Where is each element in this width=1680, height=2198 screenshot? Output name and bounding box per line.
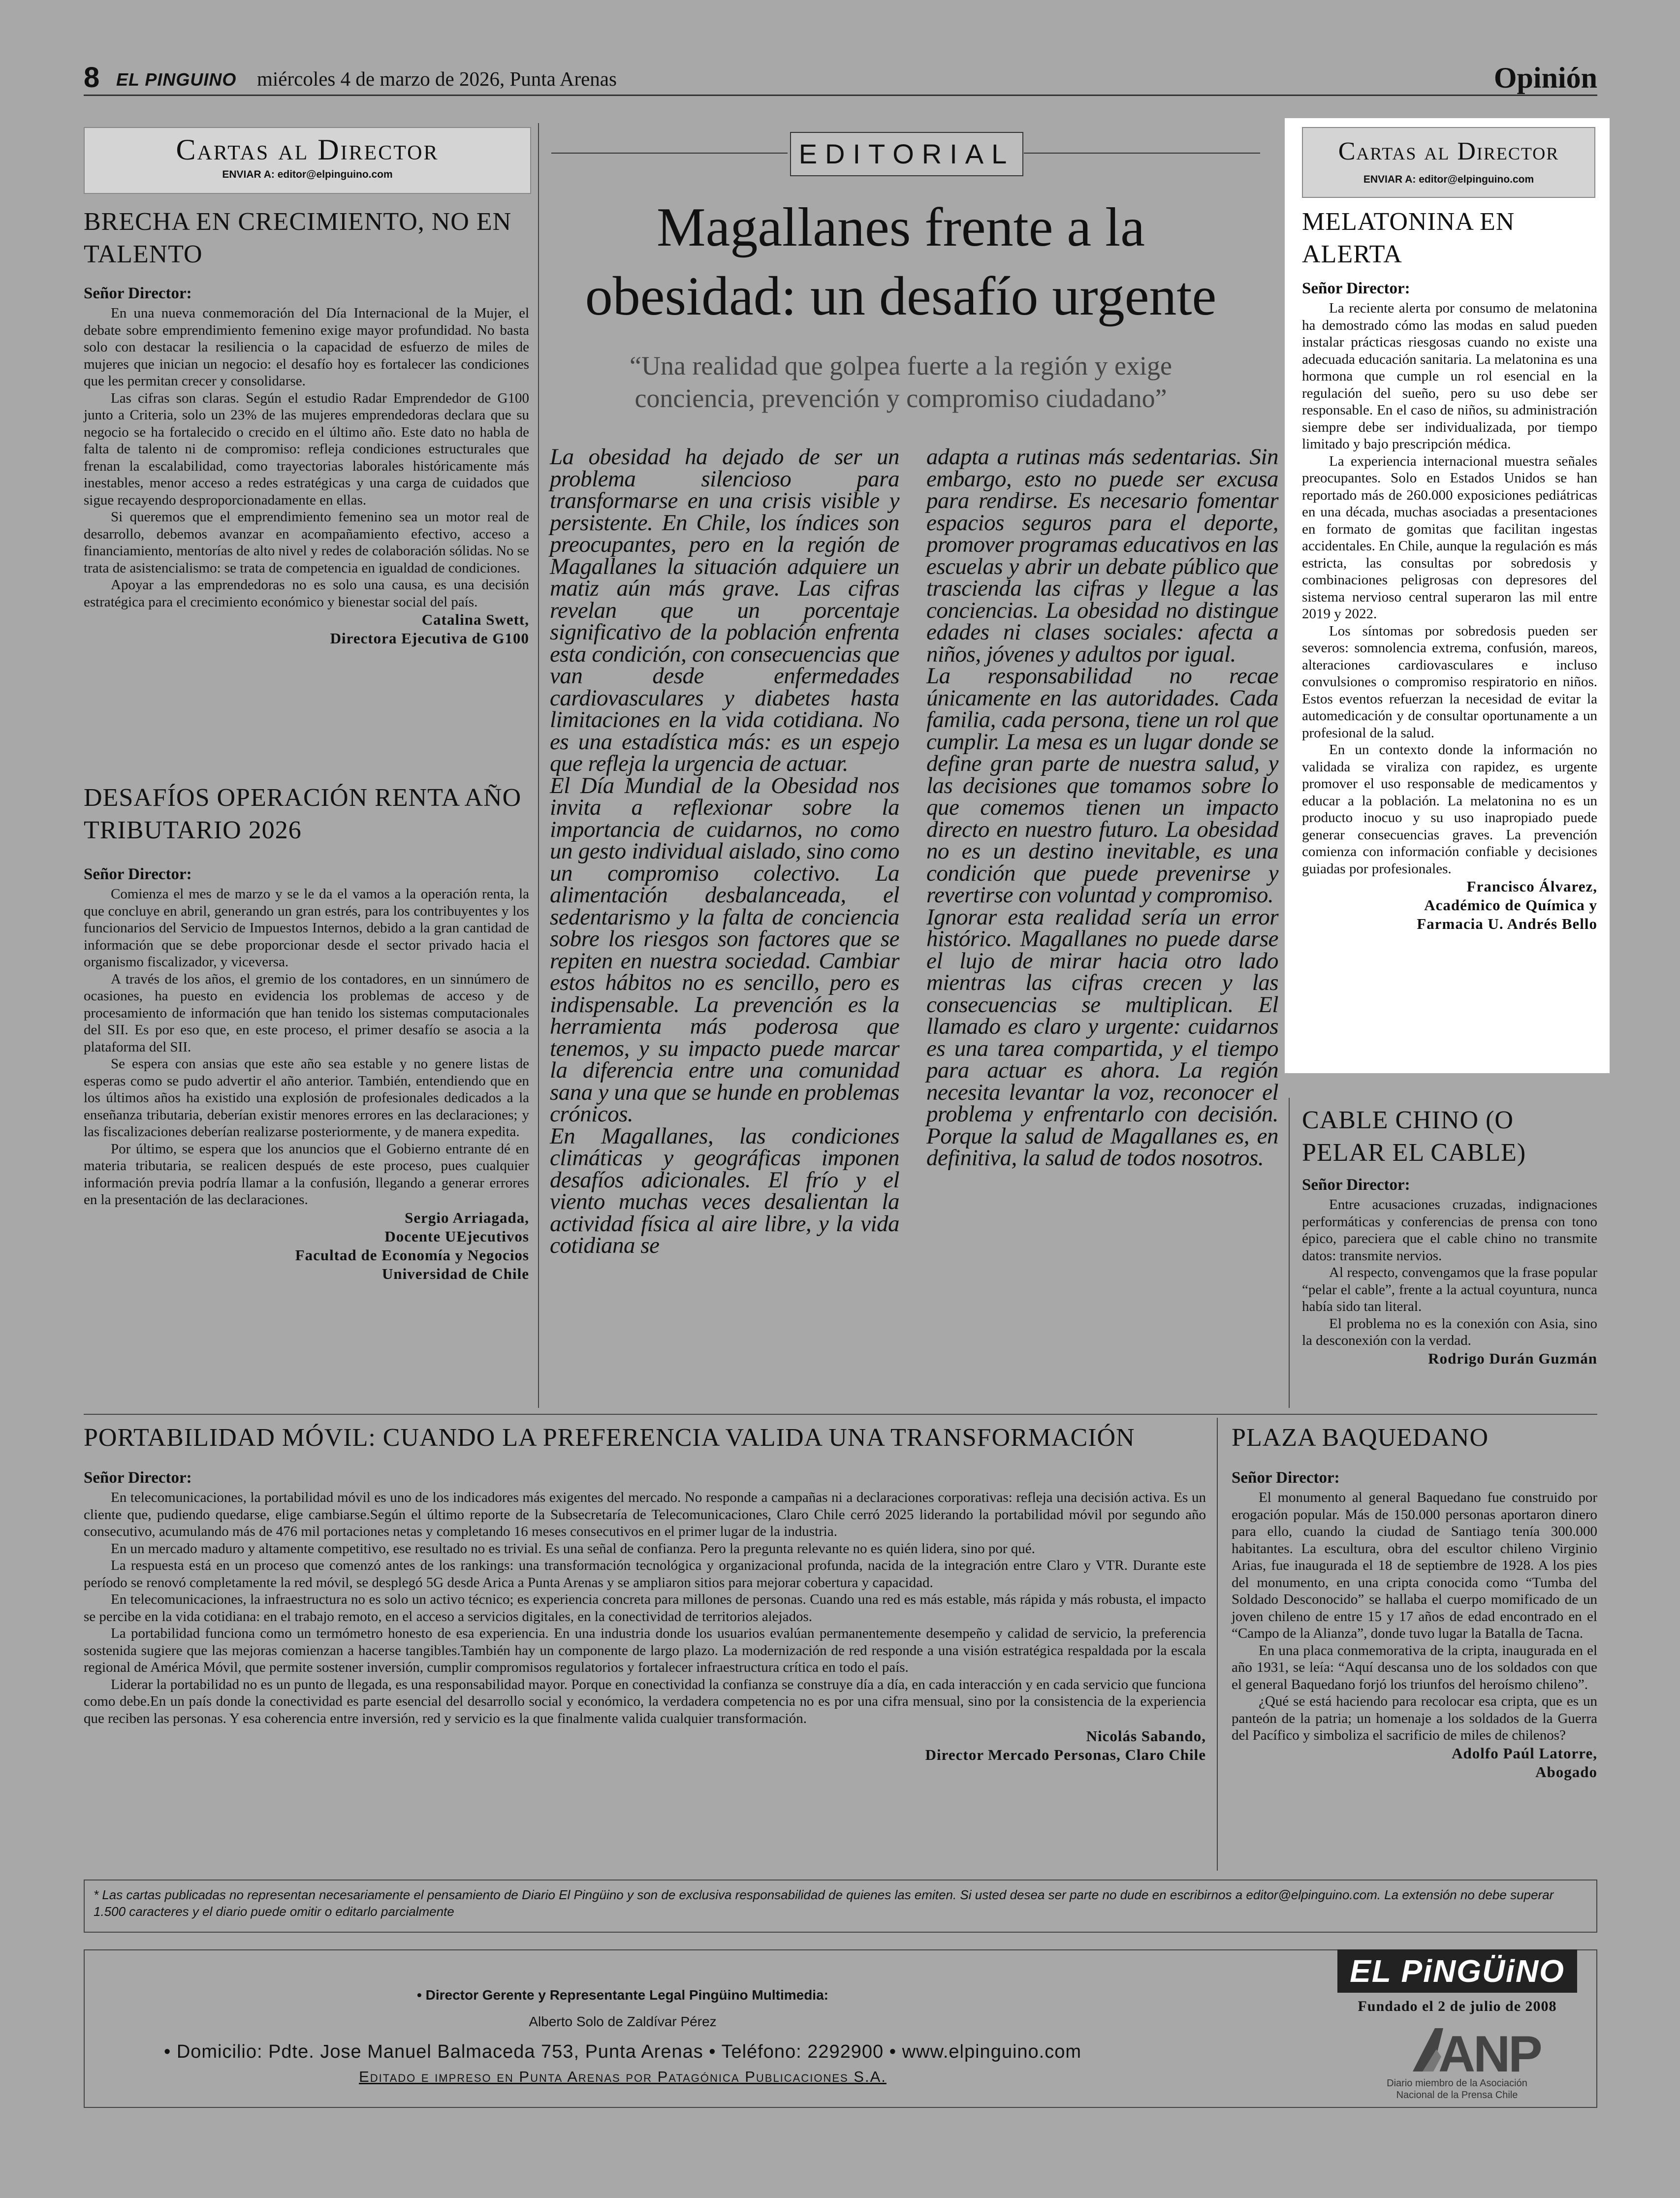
salutation: Señor Director: [1302, 1176, 1410, 1194]
editorial-label-rule [551, 153, 788, 154]
signature-line: Facultad de Economía y Negocios [295, 1246, 529, 1264]
footer-logo [1337, 1949, 1577, 1993]
signature-line: Farmacia U. Andrés Bello [1417, 915, 1597, 932]
paragraph: Liderar la portabilidad no es un punto de llegada, es una responsabilidad mayor. Porque en conectividad la confianza se construye día a día, en cada interacción y en cada servicio que funciona como debe.En un país donde la conectividad es parte esencial del desarrollo social y económico, la verdadera competencia no es por una cifra mensual, sino por la consistencia de la experiencia que reciben las personas. Y esa coherencia entre inversión, red y servicio es la que finalmente valida cualquier transformación. [84, 1676, 1206, 1726]
paragraph: Si queremos que el emprendimiento femenino sea un motor real de desarrollo, debemos avanzar en acompañamiento efectivo, acceso a financiamiento, mentorías de alto nivel y redes de colaboración sólidas. No se trata de asistencialismo: se trata de competencia en igualdad de condiciones. [84, 509, 529, 576]
editorial-label [790, 132, 1023, 176]
editorial-paragraph: Ignorar esta realidad sería un error histórico. Magallanes no puede darse el lujo de mirar hacia otro lado mientras las cifras crecen y las consecuencias se multiplican. El llamado es claro y urgente: cuidarnos es una tarea compartida, y el tiempo para actuar es ahora. La región necesita levantar la voz, reconocer el problema y enfrentarlo con decisión. Porque la salud de Magallanes es, en definitiva, la salud de todos nosotros. [926, 904, 1278, 1171]
salutation: Señor Director: [1302, 280, 1410, 297]
paragraph: Por último, se espera que los anuncios que el Gobierno entrante dé en materia tributaria, se realicen después de este proceso, pues cualquier información previa podría llamar a la confusión, llegando a generar errores en la presentación de las declaraciones. [84, 1141, 529, 1208]
letter-headline: DESAFÍOS OPERACIÓN RENTA AÑO TRIBUTARIO 2026 [84, 784, 522, 844]
letter-headline: PORTABILIDAD MÓVIL: CUANDO LA PREFERENCIA VALIDA UNA TRANSFORMACIÓN [84, 1424, 1135, 1452]
paragraph: Se espera con ansias que este año sea estable y no genere listas de esperas como se pudo advertir el año anterior. También, entendiendo que en los últimos años ha existido una explosión de profesionales dedicados a la enseñanza tributaria, deberían existir menores errores en las declaraciones; y las fiscalizaciones deberían realizarse posteriormente, y de manera expedita. [84, 1056, 529, 1140]
paragraph: En una nueva conmemoración del Día Internacional de la Mujer, el debate sobre emprendimiento femenino exige mayor profundidad. No basta solo con destacar la resiliencia o la capacidad de esfuerzo de miles de mujeres que inician un negocio: el desafío hoy es fortalecer las condiciones que les permitan crecer y consolidarse. [84, 305, 529, 389]
paragraph: La experiencia internacional muestra señales preocupantes. Solo en Estados Unidos se han reportado más de 260.000 exposiciones pediátricas en una década, muchas asociadas a presentaciones en formato de gomitas que facilitan ingestas accidentales. En Chile, aunque la regulación es más estricta, las consultas por sobredosis y combinaciones peligrosas con depresores del sistema nervioso central superaron las mil entre 2019 y 2022. [1302, 453, 1597, 622]
signature-line: Adolfo Paúl Latorre, [1452, 1744, 1597, 1762]
anp-logo [1408, 2022, 1541, 2083]
paragraph: En un contexto donde la información no validada se viraliza con rapidez, es urgente promover el uso responsable de medicamentos y educar a la población. La melatonina no es un producto inocuo y su uso inapropiado puede generar consecuencias graves. La prevención comienza con información confiable y decisiones guiadas por profesionales. [1302, 742, 1597, 877]
letter-plaza-baquedano [1232, 1422, 1597, 1782]
editorial-deck: “Una realidad que golpea fuerte a la región y exige conciencia, prevención y compromiso ciudadano” [630, 351, 1172, 413]
signature-line: Director Mercado Personas, Claro Chile [925, 1746, 1206, 1763]
cartas-email: ENVIAR A: editor@elpinguino.com [1363, 174, 1534, 185]
letter-brecha [84, 206, 529, 648]
anp-caption: Diario miembro de la Asociación Nacional de la Prensa Chile [1387, 2078, 1527, 2101]
letter-operacion-renta [84, 782, 529, 1283]
paragraph: Las cifras son claras. Según el estudio Radar Emprendedor de G100 junto a Criteria, solo un 23% de las mujeres emprendedoras declara que su negocio se ha fortalecido o crecido en el último año. Este dato no habla de falta de talento ni de compromiso: refleja condiciones estructurales que frenan la escalabilidad, como trayectorias laborales históricamente más inestables, menor acceso a redes estratégicas y una carga de cuidados que sigue recayendo desproporcionadamente en ellas. [84, 390, 529, 508]
editorial-paragraph: El Día Mundial de la Obesidad nos invita a reflexionar sobre la importancia de cuidarnos, no como un gesto individual aislado, sino como un compromiso colectivo. La alimentación desbalanceada, el sedentarismo y la falta de conciencia sobre los riesgos son factores que se repiten en nuestra sociedad. Cambiar estos hábitos no es sencillo, pero es indispensable. La prevención es la herramienta más poderosa que tenemos, y su impacto puede marcar la diferencia entre una comunidad sana y una que se hunde en problemas crónicos. [550, 772, 899, 1127]
paragraph: La respuesta está en un proceso que comenzó antes de los rankings: una transformación tecnológica y organizacional profunda, nacida de la integración entre Claro y VTR. Durante este período se renovó completamente la red móvil, se desplegó 5G desde Arica a Punta Arenas y se ampliaron sitios para mejorar cobertura y capacidad. [84, 1558, 1206, 1591]
paragraph: Comienza el mes de marzo y se le da el vamos a la operación renta, la que concluye en abril, generando un gran estrés, para los contribuyentes y los funcionarios del Servicio de Impuestos Internos, debido a la gran cantidad de información que se debe proporcionar desde el sector privado hacia el organismo fiscalizador, y viceversa. [84, 886, 529, 970]
cartas-header-left [84, 127, 531, 194]
cartas-header-right [1302, 127, 1595, 198]
editorial-headline: Magallanes frente a la obesidad: un desafío urgente [585, 197, 1217, 327]
letter-headline: BRECHA EN CRECIMIENTO, NO EN TALENTO [84, 208, 512, 268]
letter-cable-chino [1302, 1104, 1597, 1368]
letter-portabilidad [84, 1422, 1206, 1764]
header-date: miércoles 4 de marzo de 2026, Punta Arenas [257, 67, 617, 90]
footer-director-name: Alberto Solo de Zaldívar Pérez [529, 2014, 717, 2029]
paragraph: Al respecto, convengamos que la frase popular “pelar el cable”, frente a la actual coyuntura, nunca había sido tan literal. [1302, 1265, 1597, 1314]
footer-director-label: • Director Gerente y Representante Legal Pingüino Multimedia: [417, 1987, 828, 2003]
signature-line: Docente UEjecutivos [384, 1227, 529, 1245]
header-rule [84, 95, 1597, 96]
letter-headline: PLAZA BAQUEDANO [1232, 1424, 1489, 1452]
bottom-row-rule [84, 1414, 1597, 1415]
page-header [84, 63, 1597, 96]
signature-line: Académico de Química y [1424, 896, 1597, 914]
editorial-label-text: EDITORIAL [798, 138, 1015, 169]
logo-text: EL PiNGÜiNO [1350, 1953, 1565, 1989]
page-number: 8 [84, 62, 100, 94]
editorial-column-1 [550, 446, 899, 1257]
disclaimer-text: * Las cartas publicadas no representan necesariamente el pensamiento de Diario El Pingüino y son de exclusiva responsabilidad de quienes las emiten. Si usted desea ser parte no dude en escribirnos a editor@elpinguino.com. La extensión no debe superar 1.500 caracteres y el diario puede omitir o editarlo parcialmente [94, 1887, 1554, 1919]
header-brand: EL PINGUINO [116, 69, 237, 90]
paragraph: En telecomunicaciones, la infraestructura no es solo un activo técnico; es experiencia concreta para millones de personas. Cuando una red es más estable, más rápida y más robusta, el impacto se percibe en la vida cotidiana: en el trabajo remoto, en el acceso a servicios digitales, en la conectividad de territorios alejados. [84, 1592, 1206, 1625]
editorial-paragraph: La obesidad ha dejado de ser un problema silencioso para transformarse en una crisis visible y persistente. En Chile, los índices son preocupantes, pero en la región de Magallanes la situación adquiere un matiz aún más grave. Las cifras revelan que un porcentaje significativo de la población enfrenta esta condición, con consecuencias que van desde enfermedades cardiovasculares y diabetes hasta limitaciones en la vida cotidiana. No es una estadística más: es un espejo que refleja la urgencia de actuar. [550, 444, 899, 776]
paragraph: En una placa conmemorativa de la cripta, inaugurada en el año 1931, se leía: “Aquí descansa uno de los soldados con que el general Baquedano forjó los triunfos del heroísmo chileno”. [1232, 1642, 1597, 1692]
paragraph: Los síntomas por sobredosis pueden ser severos: somnolencia extrema, confusión, mareos, alteraciones cardiovasculares e incluso convulsiones o compromiso respiratorio en niños. Estos eventos refuerzan la necesidad de evitar la automedicación y de consultar oportunamente a un profesional de la salud. [1302, 623, 1597, 741]
signature-line: Abogado [1535, 1763, 1597, 1781]
footer-founded: Fundado el 2 de julio de 2008 [1358, 1998, 1557, 2014]
paragraph: Entre acusaciones cruzadas, indignaciones performáticas y conferencias de prensa con tono épico, pareciera que el cable chino no transmite datos: transmite nervios. [1302, 1197, 1597, 1264]
letter-headline: CABLE CHINO (O PELAR EL CABLE) [1302, 1106, 1526, 1167]
editorial-paragraph: adapta a rutinas más sedentarias. Sin embargo, esto no puede ser excusa para rendirse. Es necesario fomentar espacios seguros para el deporte, promover programas educativos en las escuelas y abrir un debate público que trascienda las cifras y llegue a las conciencias. La obesidad no distingue edades ni clases sociales: afecta a niños, jóvenes y adultos por igual. [926, 444, 1278, 667]
editorial-paragraph: La responsabilidad no recae únicamente en las autoridades. Cada familia, cada persona, tiene un rol que cumplir. La mesa es un lugar donde se define gran parte de nuestra salud, y las decisiones que tomamos sobre lo que comemos tienen un impacto directo en nuestro futuro. La obesidad no es un destino inevitable, es una condición que puede prevenirse y revertirse con voluntad y compromiso. [926, 663, 1278, 908]
salutation: Señor Director: [84, 285, 192, 302]
signature-line: Directora Ejecutiva de G100 [330, 630, 529, 647]
salutation: Señor Director: [84, 865, 192, 883]
salutation: Señor Director: [1232, 1469, 1340, 1487]
paragraph: La reciente alerta por consumo de melatonina ha demostrado cómo las modas en salud pueden instalar prácticas riesgosas cuando no existe una adecuada educación sanitaria. La melatonina es una hormona que cumple un rol esencial en la regulación del sueño, pero su uso debe ser responsable. En el caso de niños, su administración siempre debe ser individualizada, por tiempo limitado y bajo prescripción médica. [1302, 300, 1597, 452]
column-rule [1217, 1418, 1218, 1871]
paragraph: A través de los años, el gremio de los contadores, en un sinnúmero de ocasiones, ha puesto en evidencia los problemas de acceso y de procesamiento de información que han tenido los sistemas computacionales del SII. Es por eso que, en este proceso, el primer desafío se asocia a la plataforma del SII. [84, 971, 529, 1055]
letter-headline: MELATONINA EN ALERTA [1302, 208, 1515, 268]
paragraph: En un mercado maduro y altamente competitivo, ese resultado no es trivial. Es una señal de confianza. Pero la pregunta relevante no es quién lidera, sino por qué. [111, 1540, 1035, 1557]
paragraph: Apoyar a las emprendedoras no es solo una causa, es una decisión estratégica para el crecimiento económico y bienestar social del país. [84, 577, 529, 610]
cartas-title: Cartas al Director [176, 133, 439, 166]
signature-line: Nicolás Sabando, [1086, 1727, 1206, 1745]
anp-logo-mark [1408, 2022, 1541, 2083]
section-title: Opinión [1493, 62, 1597, 94]
footer-printed: Editado e impreso en Punta Arenas por Patagónica Publicaciones S.A. [359, 2068, 887, 2085]
column-rule [538, 123, 539, 1408]
editorial-column-2 [926, 446, 1278, 1169]
signature-line: Sergio Arriagada, [405, 1209, 529, 1226]
signature-line: Rodrigo Durán Guzmán [1428, 1349, 1597, 1367]
editorial-label-rule [1024, 153, 1260, 154]
paragraph: En telecomunicaciones, la portabilidad móvil es uno de los indicadores más exigentes del mercado. No responde a campañas ni a declaraciones corporativas: refleja una decisión activa. Es un cliente que, pudiendo quedarse, elige cambiarse.Según el último reporte de la Subsecretaría de Telecomunicaciones, Claro Chile cerró 2025 liderando la portabilidad móvil por segundo año consecutivo, acumulando más de 476 mil portaciones netas y completando 16 meses consecutivos en el primer lugar de la industria. [84, 1490, 1206, 1539]
footer-address: • Domicilio: Pdte. Jose Manuel Balmaceda 753, Punta Arenas • Teléfono: 2292900 • www.elpinguino.com [163, 2041, 1082, 2062]
paragraph: El problema no es la conexión con Asia, sino la desconexión con la verdad. [1302, 1315, 1597, 1348]
paragraph: El monumento al general Baquedano fue construido por erogación popular. Más de 150.000 personas aportaron dinero para ello, cuando la ciudad de Santiago tenía 300.000 habitantes. La escultura, obra del escultor chileno Virginio Arias, fue inaugurada el 18 de septiembre de 1928. A los pies del monumento, en una cripta conocida como “Tumba del Soldado Desconocido” se hallaba el cuerpo momificado de un joven chileno de entre 15 y 17 años de edad encontrado en el “Campo de la Alianza”, donde tuvo lugar la Batalla de Tacna. [1232, 1490, 1597, 1641]
column-rule [1289, 1098, 1290, 1408]
salutation: Señor Director: [84, 1469, 192, 1487]
letter-melatonina [1302, 206, 1597, 933]
cartas-title: Cartas al Director [1338, 137, 1559, 165]
editorial-paragraph: En Magallanes, las condiciones climáticas y geográficas imponen desafíos adicionales. El frío y el viento muchas veces desalientan la actividad física al aire libre, y la vida cotidiana se [550, 1123, 899, 1258]
signature-line: Francisco Álvarez, [1466, 878, 1597, 895]
signature-line: Catalina Swett, [421, 611, 529, 628]
signature-line: Universidad de Chile [381, 1265, 529, 1282]
anp-logo-text: ANP [1438, 2026, 1541, 2083]
paragraph: ¿Qué se está haciendo para recolocar esa cripta, que es un panteón de la patria; un homenaje a los soldados de la Guerra del Pacífico y simboliza el sacrificio de miles de chilenos? [1232, 1693, 1597, 1743]
disclaimer-box [84, 1879, 1597, 1933]
cartas-email: ENVIAR A: editor@elpinguino.com [222, 169, 393, 180]
paragraph: La portabilidad funciona como un termómetro honesto de esa experiencia. En una industria donde los usuarios evalúan permanentemente desempeño y calidad de servicio, la preferencia sostenida sugiere que las mejoras comienzan a hacerse tangibles.También hay un componente de largo plazo. La modernización de red responde a una visión estratégica respaldada por la escala regional de América Móvil, que permite sostener inversión, cumplir compromisos regulatorios y fortalecer infraestructura crítica en todo el país. [84, 1625, 1206, 1675]
